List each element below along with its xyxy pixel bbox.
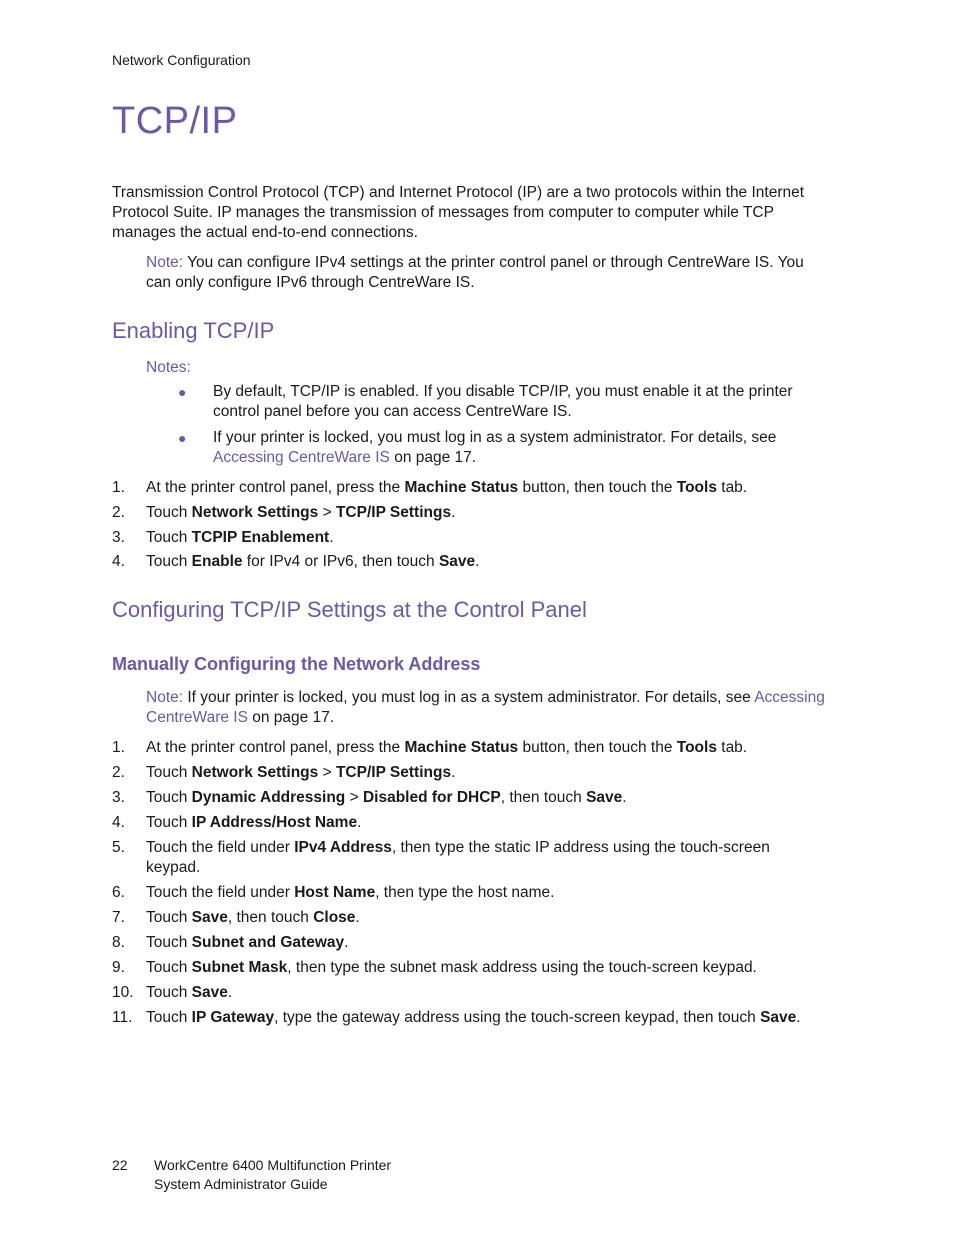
note-locked-printer: Note: If your printer is locked, you must log in as a system administrator. For details, see Accessing CentreWare IS on page 17.: [146, 689, 825, 726]
intro-paragraph: [112, 183, 840, 243]
link-accessing-centreware[interactable]: CentreWare IS: [146, 709, 248, 726]
note-ipv-config: [146, 253, 842, 293]
note-label: Note:: [146, 254, 184, 271]
intro-line: Transmission Control Protocol (TCP) and Internet Protocol (IP) are a two protocols within the Internet: [112, 184, 805, 201]
intro-line: manages the actual end-to-end connections.: [112, 224, 418, 241]
bullet-icon: ●: [178, 384, 187, 400]
bullet-item: ● If your printer is locked, you must log in as a system administrator. For details, see Accessing CentreWare IS on page 17.: [178, 428, 838, 470]
page-number: 22: [112, 1157, 128, 1173]
bullet-item: [178, 382, 838, 424]
bullet-icon: ●: [178, 430, 187, 446]
link-accessing-centreware[interactable]: Accessing: [754, 689, 825, 706]
bullet-text: control panel before you can access CentreWare IS.: [213, 403, 572, 420]
notes-label: Notes:: [146, 359, 191, 376]
bullet-text: By default, TCP/IP is enabled. If you disable TCP/IP, you must enable it at the printer: [213, 383, 793, 400]
footer-product: [154, 1156, 391, 1194]
footer-product-name: WorkCentre 6400 Multifunction Printer: [154, 1157, 392, 1173]
heading-manual-config: Manually Configuring the Network Address: [112, 654, 481, 674]
footer-guide-name: System Administrator Guide: [154, 1176, 328, 1192]
bullet-text: If your printer is locked, you must log in as a system administrator. For details, see: [213, 429, 777, 446]
note-text: can only configure IPv6 through CentreWare IS.: [146, 274, 475, 291]
page-title: TCP/IP: [112, 100, 238, 142]
running-header: Network Configuration: [112, 52, 251, 68]
intro-line: Protocol Suite. IP manages the transmission of messages from computer to computer while TCP: [112, 204, 774, 221]
link-accessing-centreware[interactable]: Accessing CentreWare IS: [213, 449, 390, 466]
note-text: You can configure IPv4 settings at the printer control panel or through CentreWare IS. You: [183, 254, 804, 271]
heading-configuring-tcpip: Configuring TCP/IP Settings at the Control Panel: [112, 597, 587, 622]
heading-enabling-tcpip: Enabling TCP/IP: [112, 318, 275, 343]
